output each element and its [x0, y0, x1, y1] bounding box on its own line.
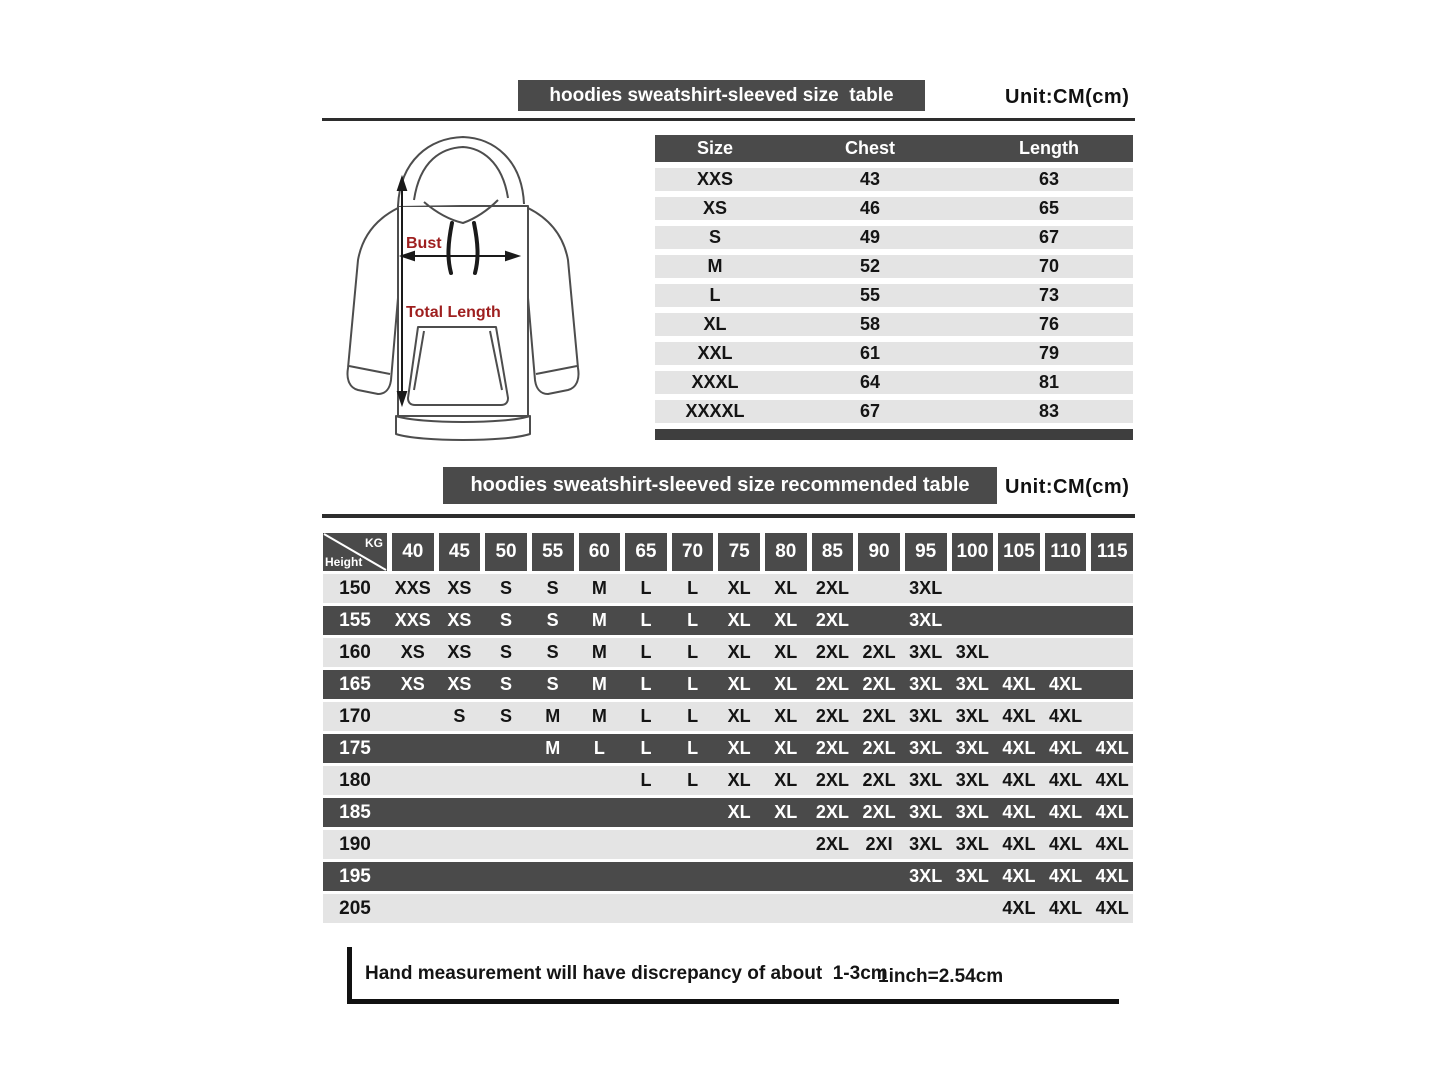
recommended-size-cell: XL	[774, 738, 798, 758]
recommended-size-cell	[1091, 702, 1133, 731]
recommended-size-cell: XL	[774, 802, 798, 822]
recommended-size-cell	[439, 830, 481, 859]
weight-header-cell: 70	[672, 533, 714, 571]
recommended-size-cell	[392, 862, 434, 891]
recommended-size-cell: 4XL	[1095, 866, 1129, 886]
recommended-size-cell: M	[591, 674, 607, 694]
recommended-size-cell	[672, 894, 714, 923]
recommended-size-cell: 4XL	[1049, 898, 1083, 918]
size-cell: XXS	[696, 169, 734, 189]
size-column-header: Size	[696, 138, 734, 158]
size-table-title: hoodies sweatshirt-sleeved size table	[518, 80, 925, 111]
recommended-size-cell: S	[500, 642, 513, 662]
recommended-size-cell: XL	[727, 674, 751, 694]
recommended-size-cell	[998, 574, 1040, 603]
recommended-size-cell	[672, 862, 714, 891]
size-cell: XL	[703, 314, 727, 334]
recommended-size-cell	[812, 894, 854, 923]
weight-header-cell: 75	[718, 533, 760, 571]
recommended-table-title: hoodies sweatshirt-sleeved size recommended table	[443, 467, 997, 504]
weight-header-cell: 60	[579, 533, 621, 571]
length-cell: 76	[1038, 314, 1060, 334]
recommended-size-cell	[439, 766, 481, 795]
recommended-size-cell: 2XL	[862, 674, 896, 694]
recommended-size-cell: L	[640, 738, 652, 758]
recommended-size-cell	[625, 862, 667, 891]
recommended-size-cell: 4XL	[1002, 802, 1036, 822]
recommended-size-cell: 4XL	[1095, 898, 1129, 918]
recommended-size-cell: S	[546, 674, 559, 694]
recommended-size-cell	[532, 862, 574, 891]
weight-header-cell: 55	[532, 533, 574, 571]
size-table-row	[655, 400, 1133, 423]
kg-height-corner-cell	[323, 533, 387, 571]
recommended-size-cell: 3XL	[909, 642, 943, 662]
recommended-size-cell	[439, 862, 481, 891]
recommended-size-cell: L	[687, 610, 699, 630]
size-table-header	[655, 135, 1133, 162]
recommended-size-cell: L	[640, 610, 652, 630]
recommended-size-cell: 2XL	[815, 642, 849, 662]
recommended-size-cell: 3XL	[955, 802, 989, 822]
unit-label: Unit:CM(cm)	[1005, 476, 1130, 498]
height-label: 205	[339, 898, 371, 919]
divider-line	[322, 514, 1135, 518]
recommended-size-cell	[485, 894, 527, 923]
size-table-row	[655, 168, 1133, 191]
recommended-size-cell: S	[546, 642, 559, 662]
recommended-table-row	[323, 574, 1133, 603]
recommended-size-cell	[1091, 638, 1133, 667]
chest-cell: 55	[859, 285, 881, 305]
size-cell: XXXL	[691, 372, 739, 392]
size-table-bottom-bar	[655, 429, 1133, 440]
recommended-size-cell: XL	[774, 642, 798, 662]
recommended-size-cell: 4XL	[1049, 802, 1083, 822]
chest-cell: 49	[859, 227, 881, 247]
size-table-row	[655, 371, 1133, 394]
recommended-size-cell	[579, 766, 621, 795]
recommended-size-cell: XL	[774, 674, 798, 694]
height-label: 160	[339, 642, 371, 663]
recommended-size-cell	[439, 734, 481, 763]
recommended-size-cell	[858, 894, 900, 923]
recommended-size-cell	[532, 766, 574, 795]
height-label: 190	[339, 834, 371, 855]
recommended-size-cell	[812, 862, 854, 891]
recommended-size-cell: L	[640, 578, 652, 598]
recommended-size-cell	[485, 734, 527, 763]
recommended-size-cell: S	[500, 706, 513, 726]
recommended-table-row	[323, 606, 1133, 635]
corner-height-label: Height	[325, 555, 363, 569]
recommended-size-cell	[1045, 638, 1087, 667]
weight-header-cell: 50	[485, 533, 527, 571]
recommended-size-cell: 4XL	[1002, 738, 1036, 758]
weight-header-cell: 80	[765, 533, 807, 571]
recommended-size-cell: 2XL	[862, 802, 896, 822]
recommended-size-cell: XL	[727, 802, 751, 822]
weight-header-cell: 85	[812, 533, 854, 571]
recommended-size-cell: S	[500, 674, 513, 694]
recommended-table-row	[323, 638, 1133, 667]
recommended-size-cell	[485, 830, 527, 859]
recommended-size-cell	[625, 798, 667, 827]
recommended-size-cell	[392, 830, 434, 859]
recommended-size-cell: 4XL	[1002, 770, 1036, 790]
recommended-size-cell: L	[687, 770, 699, 790]
recommended-size-cell	[532, 894, 574, 923]
recommended-size-cell	[1045, 606, 1087, 635]
chest-cell: 46	[859, 198, 881, 218]
recommended-size-cell	[392, 702, 434, 731]
recommended-size-cell: M	[591, 706, 607, 726]
size-cell: L	[709, 285, 721, 305]
recommended-size-cell	[1091, 606, 1133, 635]
recommended-size-cell	[765, 894, 807, 923]
weight-header-cell: 115	[1091, 533, 1133, 571]
recommended-size-cell	[952, 894, 994, 923]
recommended-size-cell: 2XL	[862, 706, 896, 726]
recommended-size-cell	[718, 830, 760, 859]
recommended-size-cell: XS	[447, 642, 472, 662]
recommended-size-cell: 3XL	[909, 834, 943, 854]
recommended-size-cell: XL	[727, 738, 751, 758]
chest-cell: 52	[859, 256, 881, 276]
recommended-size-cell	[485, 862, 527, 891]
recommended-size-cell: 2XL	[815, 770, 849, 790]
size-table-row	[655, 313, 1133, 336]
recommended-size-cell: XXS	[394, 578, 431, 598]
recommended-size-cell: XL	[727, 610, 751, 630]
recommended-size-cell	[1045, 574, 1087, 603]
recommended-table-row	[323, 734, 1133, 763]
recommended-table-header	[323, 533, 1133, 571]
length-cell: 67	[1038, 227, 1060, 247]
recommended-size-cell: XL	[774, 610, 798, 630]
length-cell: 65	[1038, 198, 1060, 218]
recommended-size-cell: L	[640, 706, 652, 726]
recommended-size-cell: 4XL	[1095, 770, 1129, 790]
size-table-row	[655, 255, 1133, 278]
recommended-size-cell: 2XL	[815, 802, 849, 822]
height-label: 150	[339, 578, 371, 599]
recommended-size-cell: 4XL	[1049, 674, 1083, 694]
hoodie-right-sleeve	[528, 208, 579, 394]
recommended-size-cell: 4XL	[1049, 706, 1083, 726]
recommended-table-row	[323, 766, 1133, 795]
chest-column-header: Chest	[844, 138, 895, 158]
recommended-size-cell: 3XL	[909, 610, 943, 630]
recommended-size-cell	[579, 798, 621, 827]
recommended-size-cell: 4XL	[1002, 674, 1036, 694]
chest-cell: 58	[859, 314, 881, 334]
recommended-size-cell: 3XL	[909, 578, 943, 598]
recommended-size-cell: 4XL	[1095, 834, 1129, 854]
recommended-size-cell	[1091, 670, 1133, 699]
length-cell: 79	[1038, 343, 1060, 363]
recommended-table-rows	[323, 574, 1133, 923]
recommended-size-cell	[392, 798, 434, 827]
recommended-table-row	[323, 670, 1133, 699]
recommended-size-cell: 3XL	[955, 770, 989, 790]
size-cell: S	[708, 227, 721, 247]
recommended-size-cell: 4XL	[1002, 898, 1036, 918]
length-cell: 81	[1038, 372, 1060, 392]
recommended-size-cell: XS	[447, 610, 472, 630]
recommended-size-cell: L	[640, 642, 652, 662]
recommended-size-cell	[905, 894, 947, 923]
inch-conversion-note: 1inch=2.54cm	[878, 966, 1004, 987]
recommended-size-cell: S	[500, 610, 513, 630]
recommended-size-cell: 4XL	[1002, 834, 1036, 854]
recommended-size-cell: XL	[727, 770, 751, 790]
size-cell: XS	[702, 198, 727, 218]
height-label: 195	[339, 866, 371, 887]
recommended-size-cell: 3XL	[955, 642, 989, 662]
recommended-size-cell: 4XL	[1095, 738, 1129, 758]
recommended-size-cell: L	[640, 674, 652, 694]
recommended-size-cell: XL	[727, 706, 751, 726]
length-column-header: Length	[1019, 138, 1079, 158]
total-length-label: Total Length	[406, 304, 501, 321]
recommended-size-cell: L	[687, 738, 699, 758]
recommended-size-cell: 3XL	[955, 674, 989, 694]
chest-cell: 61	[859, 343, 881, 363]
recommended-table-row	[323, 798, 1133, 827]
recommended-size-cell	[858, 574, 900, 603]
recommended-size-cell	[625, 830, 667, 859]
length-cell: 63	[1038, 169, 1060, 189]
recommended-size-cell	[485, 766, 527, 795]
recommended-table-row	[323, 830, 1133, 859]
recommended-size-cell	[765, 830, 807, 859]
height-label: 170	[339, 706, 371, 727]
recommended-size-cell	[1091, 574, 1133, 603]
recommended-size-cell: M	[591, 642, 607, 662]
corner-kg-label: KG	[365, 536, 383, 550]
recommended-size-cell: 2XI	[865, 834, 893, 854]
recommended-size-cell: 3XL	[909, 674, 943, 694]
recommended-size-cell	[718, 894, 760, 923]
length-cell: 70	[1038, 256, 1060, 276]
recommended-size-cell: 3XL	[955, 866, 989, 886]
recommended-size-cell: M	[591, 578, 607, 598]
weight-header-cell: 90	[858, 533, 900, 571]
recommended-table-row	[323, 702, 1133, 731]
recommended-size-cell: 3XL	[909, 738, 943, 758]
recommended-size-cell: 2XL	[815, 834, 849, 854]
recommended-size-cell: 2XL	[862, 642, 896, 662]
recommended-size-cell: 3XL	[909, 866, 943, 886]
weight-header-cell: 105	[998, 533, 1040, 571]
hoodie-hem	[396, 416, 530, 440]
recommended-table-row	[323, 894, 1133, 923]
recommended-size-cell	[579, 894, 621, 923]
bust-label: Bust	[406, 235, 442, 252]
size-cell: M	[707, 256, 723, 276]
recommended-size-cell: XL	[774, 578, 798, 598]
recommended-size-cell: 2XL	[815, 706, 849, 726]
recommended-size-table	[323, 533, 1133, 923]
recommended-size-cell: L	[593, 738, 605, 758]
recommended-size-cell	[625, 894, 667, 923]
recommended-size-cell	[952, 606, 994, 635]
recommended-size-cell	[765, 862, 807, 891]
size-table-row	[655, 226, 1133, 249]
recommended-size-cell: 3XL	[955, 834, 989, 854]
recommended-size-cell: XXS	[394, 610, 431, 630]
recommended-size-cell	[579, 862, 621, 891]
recommended-size-cell: 2XL	[815, 674, 849, 694]
recommended-size-cell	[532, 798, 574, 827]
recommended-size-cell: XL	[727, 642, 751, 662]
height-label: 185	[339, 802, 371, 823]
recommended-size-cell	[579, 830, 621, 859]
hoodie-left-sleeve	[347, 208, 398, 394]
recommended-size-cell	[718, 862, 760, 891]
recommended-size-cell	[392, 766, 434, 795]
recommended-size-cell	[952, 574, 994, 603]
recommended-size-cell: XS	[447, 674, 472, 694]
recommended-size-cell	[392, 894, 434, 923]
recommended-size-cell: XS	[400, 642, 425, 662]
weight-header-cell: 110	[1045, 533, 1087, 571]
recommended-size-cell: S	[453, 706, 466, 726]
recommended-size-cell: 4XL	[1002, 866, 1036, 886]
footnote-left-bar	[347, 947, 352, 1004]
recommended-size-cell: M	[545, 706, 561, 726]
recommended-size-cell: L	[640, 770, 652, 790]
recommended-size-cell	[392, 734, 434, 763]
recommended-size-cell	[672, 830, 714, 859]
recommended-size-cell	[858, 606, 900, 635]
recommended-size-cell: S	[546, 578, 559, 598]
weight-header-cell: 40	[392, 533, 434, 571]
size-table-row	[655, 284, 1133, 307]
weight-header-cell: 45	[439, 533, 481, 571]
recommended-size-cell: XL	[727, 578, 751, 598]
divider-line	[322, 118, 1135, 121]
recommended-size-cell	[532, 830, 574, 859]
recommended-size-cell	[998, 638, 1040, 667]
recommended-size-cell: L	[687, 578, 699, 598]
height-label: 155	[339, 610, 371, 631]
recommended-size-cell: 4XL	[1002, 706, 1036, 726]
recommended-size-cell: L	[687, 674, 699, 694]
recommended-size-cell: 2XL	[862, 738, 896, 758]
recommended-size-cell: 2XL	[815, 610, 849, 630]
recommended-size-cell: XL	[774, 770, 798, 790]
hoodie-measurement-diagram	[326, 128, 618, 460]
size-table	[655, 135, 1133, 440]
recommended-size-cell: 4XL	[1049, 770, 1083, 790]
chest-cell: 64	[859, 372, 881, 392]
size-cell: XXL	[697, 343, 733, 363]
recommended-size-cell: 4XL	[1049, 866, 1083, 886]
length-cell: 73	[1038, 285, 1060, 305]
length-cell: 83	[1038, 401, 1060, 421]
recommended-size-cell: L	[687, 706, 699, 726]
size-cell: XXXXL	[685, 401, 745, 421]
recommended-size-cell: XL	[774, 706, 798, 726]
chest-cell: 43	[859, 169, 881, 189]
recommended-size-cell	[998, 606, 1040, 635]
size-table-row	[655, 342, 1133, 365]
recommended-size-cell: 3XL	[955, 706, 989, 726]
recommended-size-cell: S	[500, 578, 513, 598]
recommended-size-cell: 3XL	[909, 770, 943, 790]
weight-header-cell: 65	[625, 533, 667, 571]
recommended-size-cell	[672, 798, 714, 827]
recommended-table-row	[323, 862, 1133, 891]
recommended-size-cell	[485, 798, 527, 827]
measurement-discrepancy-note: Hand measurement will have discrepancy of about 1-3cm	[365, 963, 888, 984]
weight-header-cell: 100	[952, 533, 994, 571]
recommended-size-cell: 2XL	[815, 578, 849, 598]
recommended-size-cell: 3XL	[909, 802, 943, 822]
size-table-rows	[655, 168, 1133, 423]
height-label: 165	[339, 674, 371, 695]
recommended-size-cell: M	[545, 738, 561, 758]
recommended-size-cell: 2XL	[862, 770, 896, 790]
recommended-size-cell: M	[591, 610, 607, 630]
recommended-size-cell: 4XL	[1095, 802, 1129, 822]
recommended-size-cell: XS	[447, 578, 472, 598]
recommended-size-cell: S	[546, 610, 559, 630]
height-label: 175	[339, 738, 371, 759]
recommended-size-cell	[439, 798, 481, 827]
footnote-underline	[347, 999, 1119, 1004]
unit-label: Unit:CM(cm)	[1005, 86, 1130, 108]
size-table-row	[655, 197, 1133, 220]
recommended-size-cell: L	[687, 642, 699, 662]
recommended-size-cell: 3XL	[909, 706, 943, 726]
recommended-size-cell: 4XL	[1049, 738, 1083, 758]
chest-cell: 67	[859, 401, 881, 421]
weight-header-cell: 95	[905, 533, 947, 571]
recommended-size-cell: 4XL	[1049, 834, 1083, 854]
height-label: 180	[339, 770, 371, 791]
recommended-size-cell: 3XL	[955, 738, 989, 758]
recommended-size-cell	[439, 894, 481, 923]
recommended-size-cell: 2XL	[815, 738, 849, 758]
recommended-size-cell	[858, 862, 900, 891]
recommended-size-cell: XS	[400, 674, 425, 694]
